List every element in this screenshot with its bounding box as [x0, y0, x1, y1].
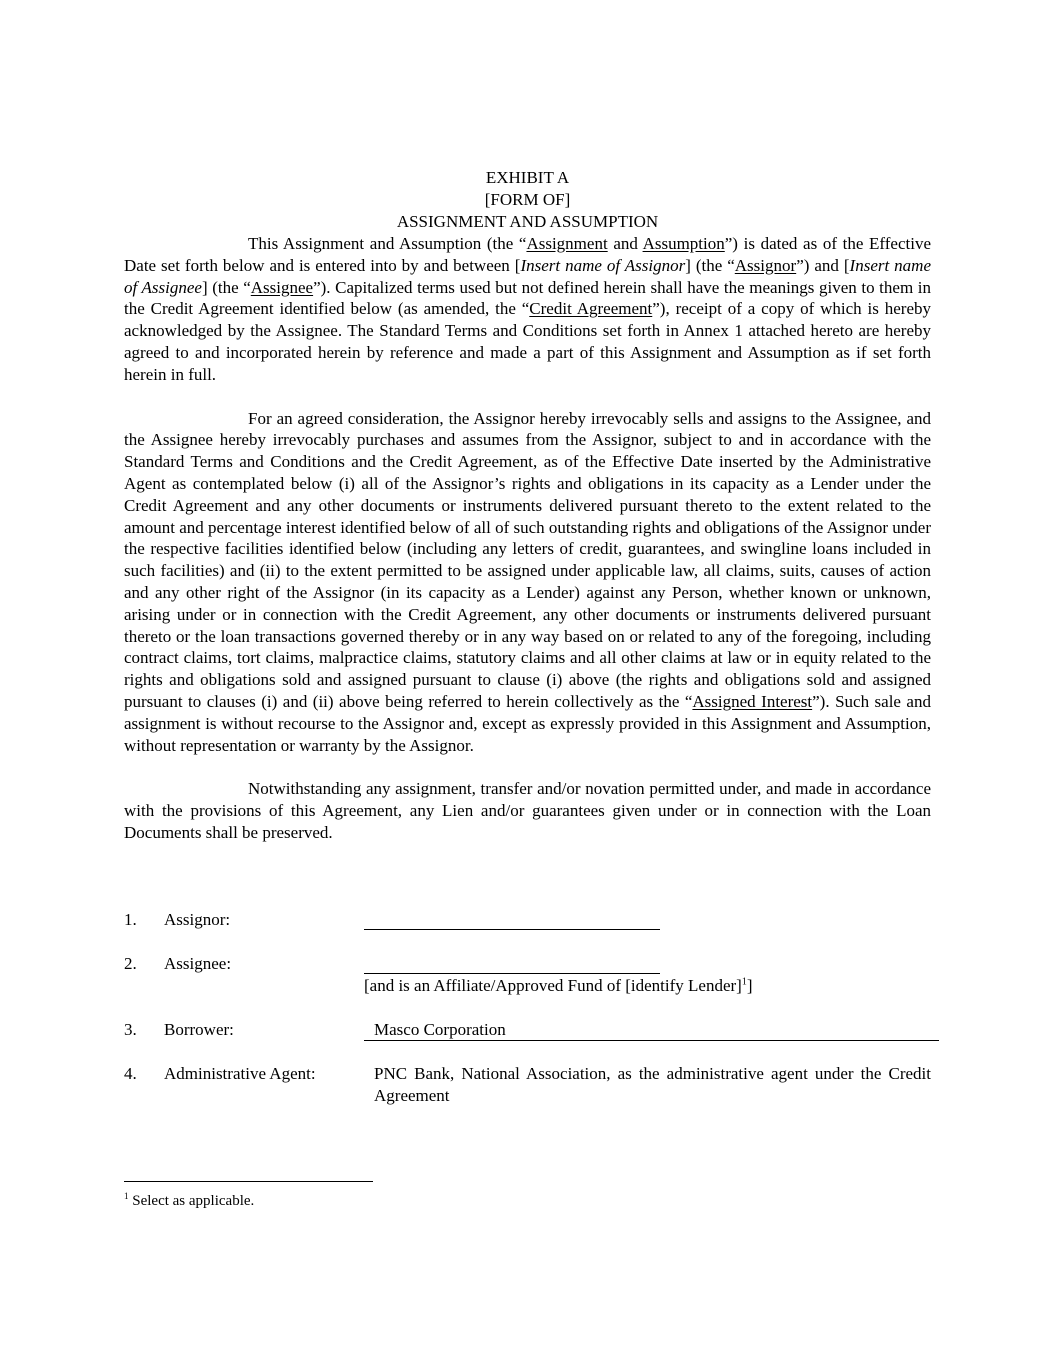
- item-number: 3.: [124, 1020, 137, 1039]
- defined-term-assumption: Assumption: [642, 234, 725, 253]
- item-label: Assignee:: [164, 954, 232, 973]
- document-title: ASSIGNMENT AND ASSUMPTION: [396, 212, 659, 231]
- borrower-underline: [364, 1040, 939, 1041]
- defined-term-assignee: Assignee: [250, 277, 314, 297]
- defined-term-assignment: Assignment: [526, 234, 608, 253]
- item-number: 4.: [124, 1064, 137, 1083]
- item-label: Administrative Agent:: [164, 1064, 316, 1083]
- footnote: [124, 1191, 254, 1211]
- preservation-paragraph: Notwithstanding any assignment, transfer and/or novation permitted under, and made in accordance with the provisions of this Agreement, any Lien and/or guarantees given under or in connection with the Loan Documents shall be preserved.: [124, 779, 931, 842]
- defined-term-assignor: Assignor: [734, 255, 797, 275]
- defined-term-assigned-interest: Assigned Interest: [692, 691, 813, 711]
- exhibit-title: EXHIBIT A: [485, 168, 570, 187]
- item-label: Assignor:: [164, 910, 231, 929]
- defined-term-credit-agreement: Credit Agreement: [529, 299, 653, 319]
- footnote-ref: 1: [741, 976, 747, 988]
- assignee-blank-line[interactable]: [364, 973, 660, 974]
- assignor-placeholder: Insert name of Assignor: [520, 255, 686, 275]
- intro-paragraph: This Assignment and Assumption (the “Assignment and Assumption”) is dated as of the Effective Date set forth below and is entered into by and between [Insert name of Assignor] (the “Assignor”) and [Insert name of Assignee] (the “Assignee”). Capitalized terms used but not defined herein shall have the meanings given to them in the Credit Agreement identified below (as amended, the “Credit Agreement”), receipt of a copy of which is hereby acknowledged by the Assignee. The Standard Terms and Conditions set forth in Annex 1 attached hereto are hereby agreed to and incorporated herein by reference and made a part of this Assignment and Assumption as if set forth herein in full.: [124, 234, 932, 384]
- document-page: [124, 167, 931, 844]
- item-number: 2.: [124, 954, 137, 973]
- administrative-agent-value: PNC Bank, National Association, as the administrative agent under the Credit Agreement: [374, 1064, 931, 1105]
- form-of-label: [FORM OF]: [484, 190, 571, 209]
- item-number: 1.: [124, 910, 137, 929]
- assignor-blank-line[interactable]: [364, 929, 660, 930]
- footnote-divider: [124, 1181, 373, 1182]
- borrower-value: Masco Corporation: [374, 1020, 506, 1039]
- footnote-text: Select as applicable.: [128, 1193, 255, 1209]
- assignee-placeholder: Insert name of Assignee: [124, 255, 932, 297]
- consideration-paragraph: For an agreed consideration, the Assignor hereby irrevocably sells and assigns to the Assignee, and the Assignee hereby irrevocably purchases and assumes from the Assignor, subject to and in accordance with the Standard Terms and Conditions and the Credit Agreement, as of the Effective Date inserted by the Administrative Agent as contemplated below (i) all of the Assignor’s rights and obligations in its capacity as a Lender under the Credit Agreement and any other documents or instruments delivered pursuant thereto to the extent related to the amount and percentage interest identified below of all of such outstanding rights and obligations of the Assignor under the respective facilities identified below (including any letters of credit, guarantees, and swingline loans included in such facilities) and (ii) to the extent permitted to be assigned under applicable law, all claims, suits, causes of action and any other right of the Assignor (in its capacity as a Lender) against any Person, whether known or unknown, arising under or in connection with the Credit Agreement, any other documents or instruments delivered pursuant thereto or the loan transactions governed thereby or in any way based on or related to any of the foregoing, including contract claims, tort claims, malpractice claims, statutory claims and all other claims at law or in equity related to the rights and obligations sold and assigned pursuant to clause (i) above (the rights and obligations sold and assigned pursuant to clauses (i) and (ii) above being referred to herein collectively as the “Assigned Interest”). Such sale and assignment is without recourse to the Assignor and, except as expressly provided in this Assignment and Assumption, without representation or warranty by the Assignor.: [124, 408, 931, 755]
- affiliate-note: [and is an Affiliate/Approved Fund of [identify Lender]$^1$]: [364, 976, 753, 995]
- item-label: Borrower:: [164, 1020, 234, 1039]
- footnote-mark: 1: [124, 1191, 129, 1201]
